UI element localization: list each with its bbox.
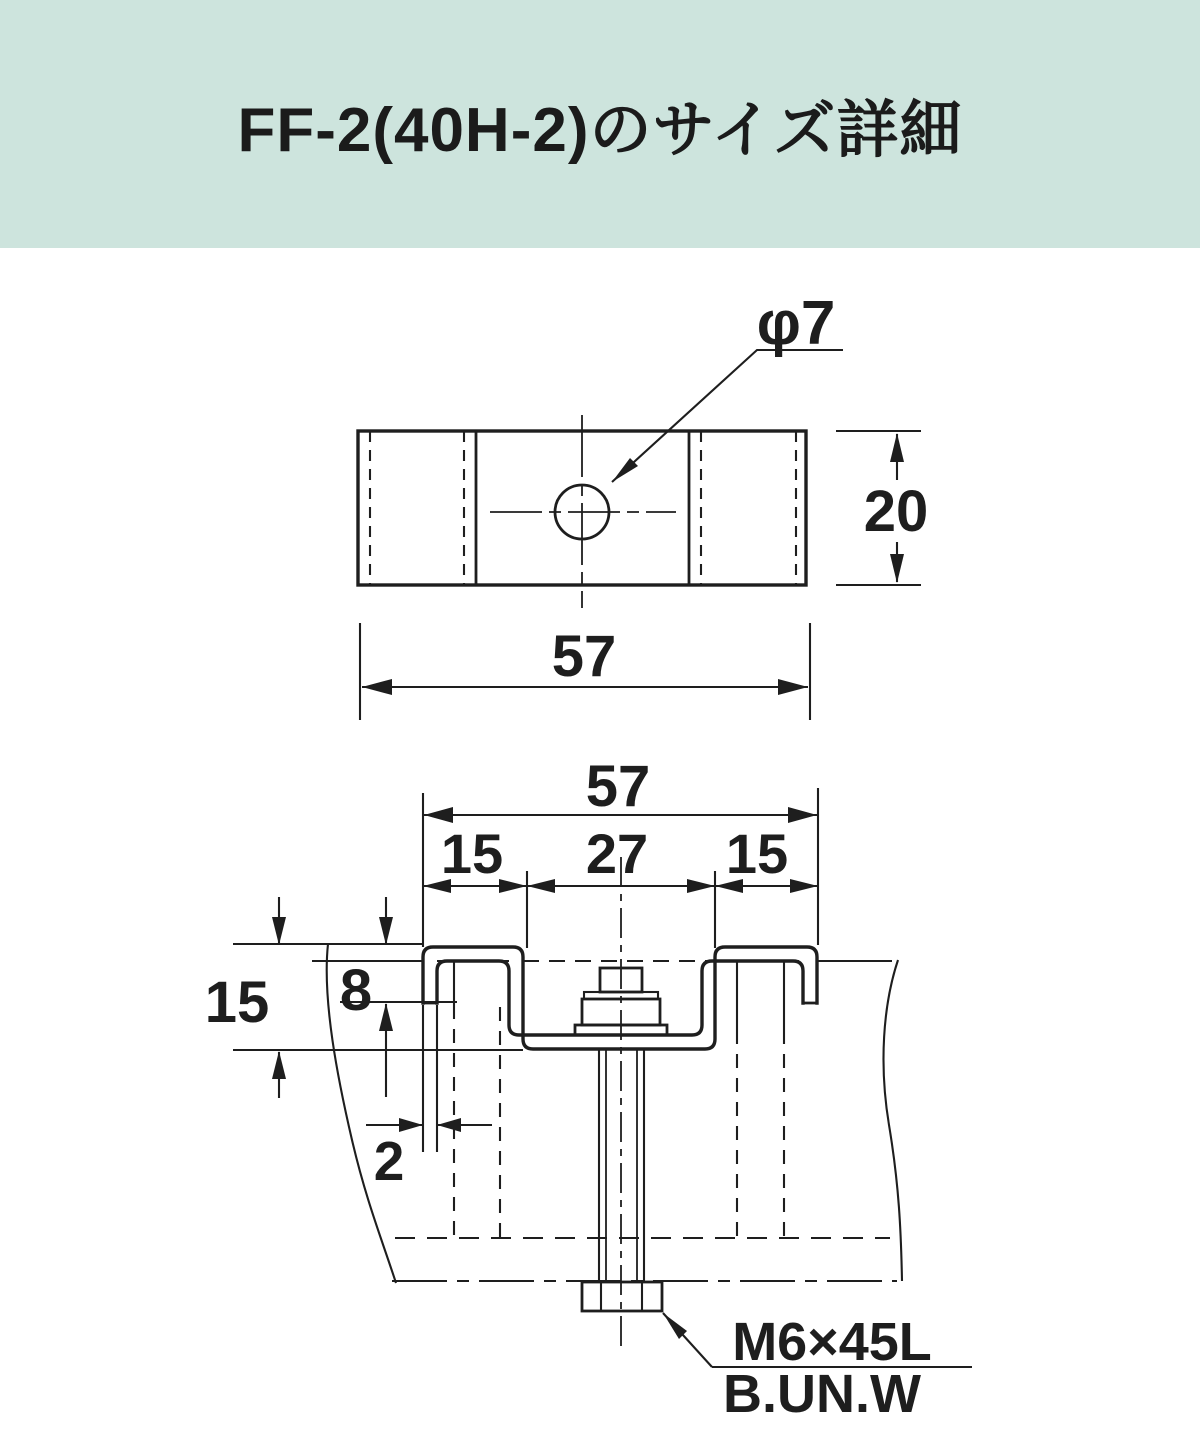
arrow-left-icon [437,1118,461,1132]
arrow-right-icon [788,807,817,823]
hole-diameter-label: φ7 [756,289,836,358]
center-span-label: 27 [585,822,649,885]
hole-diameter-callout [612,289,843,482]
arrow-up-icon [272,1051,286,1079]
width-label: 57 [551,624,617,689]
rail-section [312,944,902,1283]
arrow-icon [527,879,555,893]
arrow-left-icon [424,807,453,823]
bolt-spec-label: M6×45L [732,1312,932,1372]
top-view [358,289,928,720]
leader-line [612,350,843,482]
arrow-right-icon [778,679,808,695]
arrow-icon [790,879,818,893]
section-view [205,754,972,1424]
height-label: 20 [863,479,929,544]
arrow-icon [499,879,527,893]
arrow-down-icon [379,917,393,945]
hook-depth-label: 8 [339,958,373,1023]
title-banner [0,0,1200,248]
dimension-drawing [0,248,1200,1450]
arrow-down-icon [272,917,286,945]
width-dimension [360,623,810,720]
bolt-type-label: B.UN.W [723,1364,921,1424]
bolt-spec-callout [663,1312,972,1424]
left-flange-label: 15 [440,822,504,885]
bolt-assembly [575,857,667,1350]
overall-width-label: 57 [585,754,651,819]
height-dimension [836,431,928,585]
arrow-up-icon [379,1003,393,1031]
overall-height-label: 15 [204,970,270,1035]
bolt-foot-plate [582,1282,662,1311]
right-flange-label: 15 [725,822,789,885]
thickness-dimension [366,1005,492,1192]
arrow-left-icon [362,679,392,695]
sheet-thickness-label: 2 [373,1130,405,1192]
arrow-up-icon [890,433,904,462]
arrow-down-icon [890,554,904,583]
page-title: FF-2(40H-2)のサイズ詳細 [237,95,963,165]
hook-depth-dimension [340,897,457,1097]
arrow-icon [687,879,715,893]
break-line-right [883,960,902,1281]
